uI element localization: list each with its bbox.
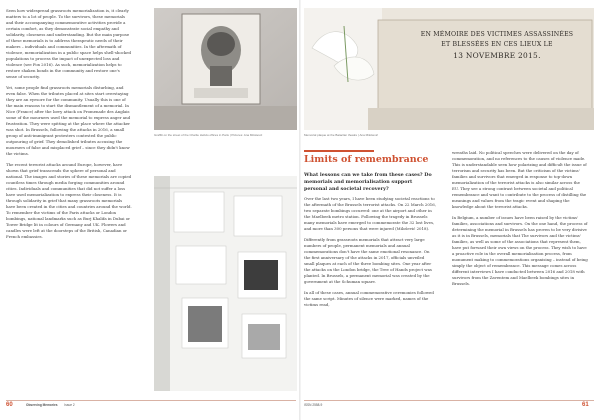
paragraph: In all of these cases, annual commemorative ceremonies followed the same script. Minutes of silence were marked, names of the victims read, (304, 290, 434, 307)
paragraph: Over the last two years, I have been studying societal reactions to the aftermath of the Brussels terrorist attacks. On 22 March 2016, two separate bombings occurred: one at the airport and other in the Maelbeek metro station. Following the tragedy in Brussels many memorials have emerged to commemorate the 32 lost lives, and more than 300 persons that were injured (Milošević 2018). (304, 196, 436, 231)
section-heading: Limits of remembrance (304, 154, 429, 165)
paragraph: Seen how widespread grassroots memorialization is, it clearly matters to a lot of people. To the survivors, these memorials and their accompanying commemorative activities provide a certain comfort, as they demonstrate social empathy and solidarity, closeness and understanding. But the main purpose of these memorials is to address therapeutic needs of their makers – individuals and communities. In the aftermath of violence, memorialization in a public space helps shell-shocked populations to process the impact of unexpected loss and violence (see Fox 2016). As such, memorialization helps to restore shaken bonds in the community and restore one's sense of security. (6, 8, 132, 79)
memorial-prints-photo (154, 176, 297, 391)
paragraph: Yet, some people find grassroots memorials disturbing, and even false. When the tributes placed at sites start overstaying they are an eyesore for the community. Usually this is one of the main reasons to start the dismantlement of a memorial. In Nice (France) after the lorry attack on Promenade des Anglais some of the mourners used the memorial to express anger and frustration. They were spitting at the place where the attacker was shot. In Brussels, following the attacks in 2016, a small group of anti-immigrant protesters contested the public outpouring of grief. They demolished tributes accusing the mourners of false and misplaced grief – since they didn't know the victims. (6, 85, 131, 156)
standfirst: What lessons can we take from these cases? Do memorials and memorialisation support personal and societal recovery? (304, 172, 432, 192)
memorial-prints-illustration (154, 176, 297, 391)
footer-rule (304, 400, 594, 401)
paragraph: In Belgium, a number of issues have been raised by the victims' families, associations and survivors. On the one hand, the process of determining the memorial in Brussels has proven to be very divisive as it is in Brussels, memorials that The survivors and the victims' families, as well as some of the associations that represent them, have put forward their own views on the process. They wish to have a proactive role in the overall memorialisation process, from monument making to commemorations organising – instead of being simply the object of remembrance. This message comes across different interviews I have conducted between 2016 and 2018 with survivors from the Zaventem and Maelbeek bombings sites in Brussels. (452, 215, 588, 286)
right-text-column-b (452, 150, 588, 292)
photo-caption: Memorial plaque at the Bataclan theatre | Ana Milošević (304, 133, 378, 137)
plaque-line: 13 NOVEMBRE 2015. (453, 51, 541, 60)
right-text-column-a (304, 196, 436, 313)
running-title (26, 403, 75, 407)
paragraph: Differently from grassroots memorials that attract very large numbers of people, permanent memorials and annual commemorations don't have the same emotional resonance. On the first anniversary of the attacks in 2017, officials unveiled small plaques at each of the three bombing sites. One year after the attacks on the London bridge, the Tree of Hands project was planted. In Brussels, a permanent memorial was created by the government at the Schuman square. (304, 237, 432, 284)
paragraph: The recent terrorist attacks around Europe, however, have shown that grief transcends the sphere of personal and national. The images and stories of these memorials are copied countless times through media forging communities around cities. Individuals and communities that did not suffer a loss have used memorialization to express their closeness. It is through solidarity in grief that many grassroots memorials have been created in the cities and countries around the world. To remember the victims of the Paris attacks or London bombings, national landmarks such as Burj Khalifa in Dubai or Tower Bridge lit in colours of Germany and UK. Flowers and candles were left at the doorsteps of the British, Canadian or French embassies. (6, 162, 132, 239)
plaque-line: ET BLESSÉES EN CES LIEUX LE (441, 41, 553, 48)
magazine-title: Observing Memories (26, 403, 58, 407)
footer-rule (6, 400, 296, 401)
page-number: 60 (6, 402, 13, 408)
plaque-line: EN MÉMOIRE DES VICTIMES ASSASSINÉES (420, 31, 574, 38)
page-number: 61 (582, 402, 589, 408)
plaque-photo (304, 8, 594, 130)
graffiti-illustration (154, 8, 297, 130)
graffiti-photo (154, 8, 297, 130)
paragraph: wreaths laid. No political speeches were delivered on the day of commemoration, and no references to the causes of violence made. This is understandable seen how polarizing and difficult the issue of terrorism and security has been. But the criticism of the victims' families and survivors that emerged in response to top-down memorialization of the terrorist attacks is also similar across the EU. They see a strong contrast between societal and political remembrance and want to contribute to the process of distilling the meanings and values from the tragic event and shaping the knowledge about the terrorist attacks. (452, 150, 587, 209)
plaque-illustration (304, 8, 594, 130)
heading-rule (304, 150, 374, 152)
left-text-column (6, 8, 132, 245)
issue-label: Issue 2 (64, 403, 75, 407)
issn-label: ISSN 2558-9 (304, 403, 323, 407)
plaque-text (404, 30, 590, 62)
photo-caption: Graffiti on the street of the Charlie Hebdo offices in Paris | Pictures: Ana Milošević (154, 133, 263, 137)
